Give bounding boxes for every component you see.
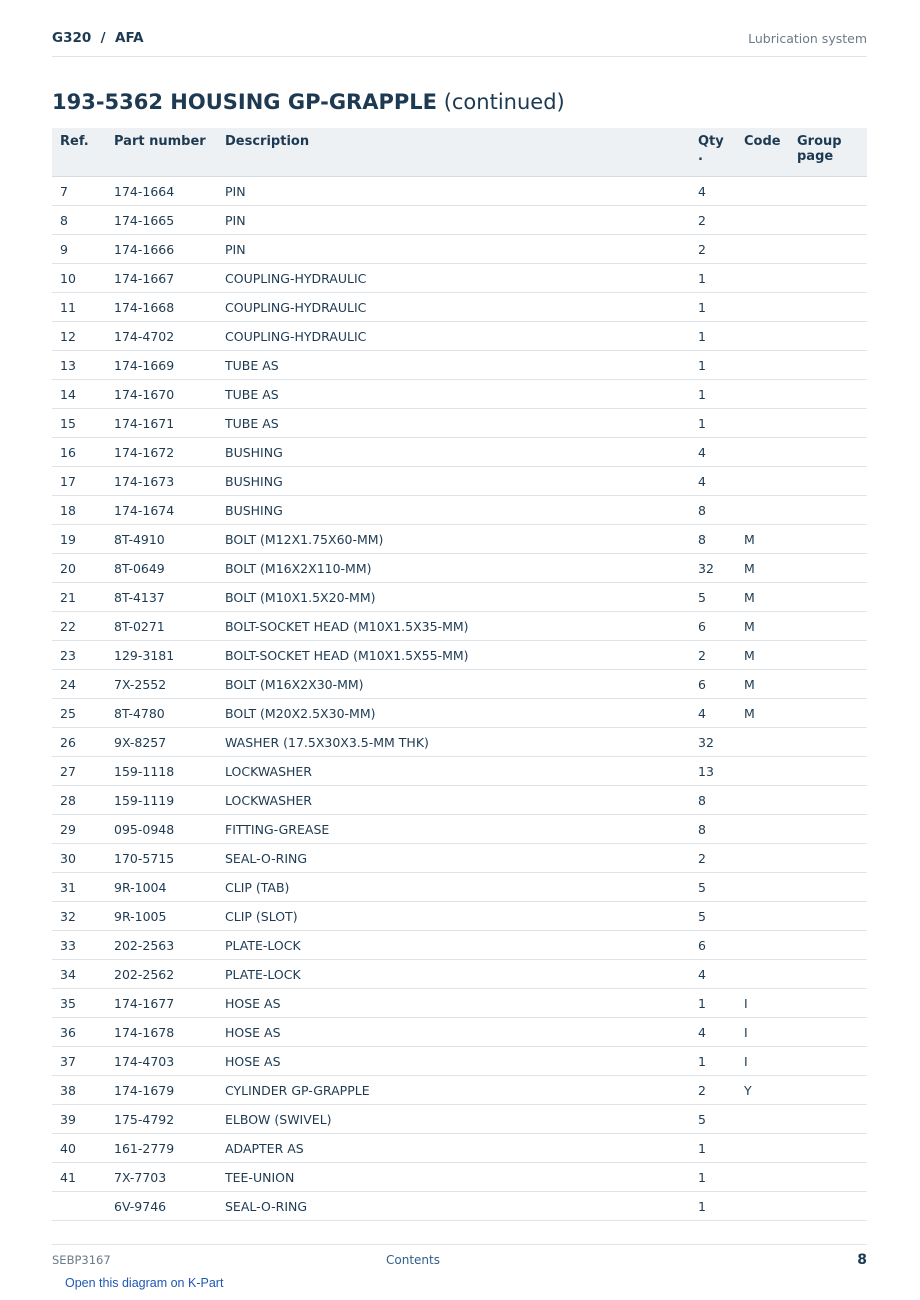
cell-group-page <box>789 989 867 1018</box>
cell-description: BOLT (M16X2X110-MM) <box>217 554 690 583</box>
cell-description: BOLT-SOCKET HEAD (M10X1.5X55-MM) <box>217 641 690 670</box>
cell-description: COUPLING-HYDRAULIC <box>217 293 690 322</box>
cell-part-number: 174-1669 <box>106 351 217 380</box>
cell-ref: 38 <box>52 1076 106 1105</box>
cell-part-number: 7X-2552 <box>106 670 217 699</box>
breadcrumb: G320 / AFA <box>52 30 144 46</box>
cell-code <box>736 728 789 757</box>
cell-part-number: 174-1678 <box>106 1018 217 1047</box>
table-row <box>52 989 867 1018</box>
cell-group-page <box>789 1163 867 1192</box>
cell-code <box>736 467 789 496</box>
cell-ref: 14 <box>52 380 106 409</box>
cell-description: BUSHING <box>217 467 690 496</box>
cell-qty: 1 <box>690 409 736 438</box>
cell-part-number: 174-1670 <box>106 380 217 409</box>
cell-code <box>736 177 789 206</box>
title-suffix: (continued) <box>443 90 565 114</box>
cell-code: I <box>736 1047 789 1076</box>
cell-code <box>736 409 789 438</box>
document-id: SEBP3167 <box>52 1253 111 1267</box>
cell-ref: 35 <box>52 989 106 1018</box>
cell-ref: 27 <box>52 757 106 786</box>
cell-part-number: 174-1671 <box>106 409 217 438</box>
parts-table <box>52 128 867 1221</box>
cell-description: BOLT-SOCKET HEAD (M10X1.5X35-MM) <box>217 612 690 641</box>
cell-ref: 17 <box>52 467 106 496</box>
table-row <box>52 931 867 960</box>
cell-part-number: 174-1677 <box>106 989 217 1018</box>
cell-ref: 13 <box>52 351 106 380</box>
cell-qty: 2 <box>690 1076 736 1105</box>
cell-group-page <box>789 1047 867 1076</box>
cell-part-number: 174-1666 <box>106 235 217 264</box>
cell-part-number: 174-4702 <box>106 322 217 351</box>
cell-group-page <box>789 235 867 264</box>
cell-part-number: 174-4703 <box>106 1047 217 1076</box>
cell-ref: 40 <box>52 1134 106 1163</box>
table-row <box>52 1163 867 1192</box>
cell-part-number: 8T-4910 <box>106 525 217 554</box>
cell-part-number: 174-1672 <box>106 438 217 467</box>
cell-code: Y <box>736 1076 789 1105</box>
footer-divider <box>52 1244 867 1245</box>
cell-part-number: 174-1668 <box>106 293 217 322</box>
cell-ref: 31 <box>52 873 106 902</box>
cell-ref: 15 <box>52 409 106 438</box>
table-row <box>52 264 867 293</box>
cell-part-number: 202-2563 <box>106 931 217 960</box>
cell-qty: 6 <box>690 931 736 960</box>
cell-qty: 5 <box>690 583 736 612</box>
table-row <box>52 902 867 931</box>
cell-ref: 20 <box>52 554 106 583</box>
cell-code <box>736 1163 789 1192</box>
cell-qty: 4 <box>690 960 736 989</box>
cell-qty: 8 <box>690 815 736 844</box>
cell-ref: 28 <box>52 786 106 815</box>
table-row <box>52 554 867 583</box>
cell-ref: 25 <box>52 699 106 728</box>
table-row <box>52 728 867 757</box>
cell-qty: 1 <box>690 351 736 380</box>
cell-code <box>736 786 789 815</box>
cell-qty: 32 <box>690 728 736 757</box>
table-row <box>52 351 867 380</box>
table-row <box>52 1047 867 1076</box>
cell-code: M <box>736 583 789 612</box>
cell-group-page <box>789 1076 867 1105</box>
cell-ref: 32 <box>52 902 106 931</box>
cell-group-page <box>789 496 867 525</box>
cell-ref: 10 <box>52 264 106 293</box>
contents-link[interactable]: Contents <box>386 1253 440 1267</box>
cell-group-page <box>789 1105 867 1134</box>
table-row <box>52 699 867 728</box>
cell-qty: 1 <box>690 264 736 293</box>
cell-group-page <box>789 786 867 815</box>
cell-qty: 32 <box>690 554 736 583</box>
cell-part-number: 8T-0649 <box>106 554 217 583</box>
cell-code <box>736 264 789 293</box>
cell-description: CLIP (TAB) <box>217 873 690 902</box>
cell-group-page <box>789 670 867 699</box>
cell-group-page <box>789 844 867 873</box>
table-header-row <box>52 128 867 177</box>
table-row <box>52 960 867 989</box>
table-row <box>52 380 867 409</box>
table-row <box>52 815 867 844</box>
cell-group-page <box>789 351 867 380</box>
cell-part-number: 170-5715 <box>106 844 217 873</box>
cell-part-number: 9R-1004 <box>106 873 217 902</box>
cell-ref: 19 <box>52 525 106 554</box>
cell-description: BOLT (M20X2.5X30-MM) <box>217 699 690 728</box>
cell-description: BUSHING <box>217 438 690 467</box>
cell-qty: 8 <box>690 525 736 554</box>
cell-qty: 6 <box>690 670 736 699</box>
table-row <box>52 1018 867 1047</box>
cell-description: TUBE AS <box>217 351 690 380</box>
open-in-kpart-link[interactable]: Open this diagram on K-Part <box>65 1276 224 1290</box>
cell-description: LOCKWASHER <box>217 757 690 786</box>
table-row <box>52 438 867 467</box>
cell-part-number: 202-2562 <box>106 960 217 989</box>
cell-part-number: 8T-0271 <box>106 612 217 641</box>
cell-group-page <box>789 583 867 612</box>
table-row <box>52 873 867 902</box>
cell-description: HOSE AS <box>217 989 690 1018</box>
table-row <box>52 1134 867 1163</box>
cell-code <box>736 380 789 409</box>
cell-qty: 5 <box>690 873 736 902</box>
cell-part-number: 161-2779 <box>106 1134 217 1163</box>
table-row <box>52 844 867 873</box>
table-row <box>52 1192 867 1221</box>
table-row <box>52 1076 867 1105</box>
cell-ref: 7 <box>52 177 106 206</box>
cell-part-number: 174-1664 <box>106 177 217 206</box>
column-header-qty <box>690 128 736 177</box>
table-row <box>52 496 867 525</box>
cell-description: BOLT (M12X1.75X60-MM) <box>217 525 690 554</box>
cell-qty: 1 <box>690 293 736 322</box>
cell-group-page <box>789 467 867 496</box>
cell-code: M <box>736 612 789 641</box>
cell-qty: 2 <box>690 206 736 235</box>
cell-ref: 34 <box>52 960 106 989</box>
cell-group-page <box>789 293 867 322</box>
cell-description: WASHER (17.5X30X3.5-MM THK) <box>217 728 690 757</box>
cell-qty: 1 <box>690 1047 736 1076</box>
cell-description: BOLT (M16X2X30-MM) <box>217 670 690 699</box>
cell-description: SEAL-O-RING <box>217 1192 690 1221</box>
cell-part-number: 129-3181 <box>106 641 217 670</box>
cell-qty: 2 <box>690 641 736 670</box>
cell-group-page <box>789 641 867 670</box>
table-row <box>52 583 867 612</box>
table-row <box>52 322 867 351</box>
cell-code: M <box>736 699 789 728</box>
cell-part-number: 9X-8257 <box>106 728 217 757</box>
column-header-part-number: Part number <box>106 128 217 177</box>
cell-code <box>736 931 789 960</box>
cell-qty: 8 <box>690 496 736 525</box>
cell-part-number: 7X-7703 <box>106 1163 217 1192</box>
cell-qty: 4 <box>690 177 736 206</box>
qty-header-line2: . <box>698 149 703 164</box>
cell-code <box>736 235 789 264</box>
cell-group-page <box>789 728 867 757</box>
cell-code <box>736 902 789 931</box>
cell-code <box>736 438 789 467</box>
cell-group-page <box>789 409 867 438</box>
cell-code <box>736 1192 789 1221</box>
qty-header-line1: Qty <box>698 134 724 149</box>
table-row <box>52 1105 867 1134</box>
cell-part-number: 174-1673 <box>106 467 217 496</box>
cell-ref: 16 <box>52 438 106 467</box>
cell-part-number: 9R-1005 <box>106 902 217 931</box>
cell-code <box>736 322 789 351</box>
cell-qty: 6 <box>690 612 736 641</box>
cell-ref: 26 <box>52 728 106 757</box>
cell-code: M <box>736 554 789 583</box>
cell-description: COUPLING-HYDRAULIC <box>217 264 690 293</box>
table-row <box>52 670 867 699</box>
cell-description: HOSE AS <box>217 1047 690 1076</box>
cell-qty: 5 <box>690 1105 736 1134</box>
cell-qty: 1 <box>690 322 736 351</box>
cell-part-number: 8T-4137 <box>106 583 217 612</box>
cell-part-number: 6V-9746 <box>106 1192 217 1221</box>
cell-code <box>736 815 789 844</box>
cell-description: COUPLING-HYDRAULIC <box>217 322 690 351</box>
table-row <box>52 235 867 264</box>
cell-code <box>736 960 789 989</box>
cell-description: PIN <box>217 177 690 206</box>
cell-group-page <box>789 264 867 293</box>
cell-description: CYLINDER GP-GRAPPLE <box>217 1076 690 1105</box>
cell-ref: 33 <box>52 931 106 960</box>
cell-qty: 1 <box>690 380 736 409</box>
column-header-code: Code <box>736 128 789 177</box>
group-header-line1: Group <box>797 134 842 149</box>
cell-ref: 18 <box>52 496 106 525</box>
cell-group-page <box>789 525 867 554</box>
cell-ref: 24 <box>52 670 106 699</box>
cell-description: BOLT (M10X1.5X20-MM) <box>217 583 690 612</box>
cell-ref: 36 <box>52 1018 106 1047</box>
cell-ref <box>52 1192 106 1221</box>
cell-group-page <box>789 438 867 467</box>
cell-ref: 41 <box>52 1163 106 1192</box>
cell-group-page <box>789 815 867 844</box>
cell-ref: 30 <box>52 844 106 873</box>
cell-code <box>736 1134 789 1163</box>
cell-group-page <box>789 757 867 786</box>
section-name: Lubrication system <box>748 31 867 46</box>
cell-description: TEE-UNION <box>217 1163 690 1192</box>
cell-group-page <box>789 902 867 931</box>
cell-code <box>736 873 789 902</box>
cell-description: ADAPTER AS <box>217 1134 690 1163</box>
cell-code: M <box>736 670 789 699</box>
cell-ref: 21 <box>52 583 106 612</box>
cell-part-number: 174-1667 <box>106 264 217 293</box>
cell-qty: 13 <box>690 757 736 786</box>
cell-code: I <box>736 1018 789 1047</box>
column-header-description: Description <box>217 128 690 177</box>
cell-ref: 37 <box>52 1047 106 1076</box>
cell-part-number: 095-0948 <box>106 815 217 844</box>
cell-qty: 1 <box>690 1134 736 1163</box>
cell-group-page <box>789 873 867 902</box>
cell-group-page <box>789 1018 867 1047</box>
cell-group-page <box>789 1192 867 1221</box>
cell-qty: 5 <box>690 902 736 931</box>
cell-code: M <box>736 641 789 670</box>
cell-group-page <box>789 322 867 351</box>
cell-qty: 4 <box>690 1018 736 1047</box>
cell-qty: 4 <box>690 438 736 467</box>
cell-code: I <box>736 989 789 1018</box>
cell-description: PIN <box>217 235 690 264</box>
cell-part-number: 175-4792 <box>106 1105 217 1134</box>
table-row <box>52 293 867 322</box>
cell-group-page <box>789 554 867 583</box>
cell-code <box>736 293 789 322</box>
cell-part-number: 174-1679 <box>106 1076 217 1105</box>
cell-part-number: 8T-4780 <box>106 699 217 728</box>
column-header-group-page <box>789 128 867 177</box>
cell-description: FITTING-GREASE <box>217 815 690 844</box>
cell-qty: 1 <box>690 1163 736 1192</box>
cell-code <box>736 351 789 380</box>
table-row <box>52 206 867 235</box>
cell-qty: 8 <box>690 786 736 815</box>
cell-code: M <box>736 525 789 554</box>
cell-qty: 1 <box>690 1192 736 1221</box>
cell-description: TUBE AS <box>217 409 690 438</box>
cell-description: ELBOW (SWIVEL) <box>217 1105 690 1134</box>
table-row <box>52 409 867 438</box>
cell-description: PLATE-LOCK <box>217 960 690 989</box>
cell-qty: 4 <box>690 467 736 496</box>
title-main: 193-5362 HOUSING GP-GRAPPLE <box>52 90 437 114</box>
cell-group-page <box>789 177 867 206</box>
cell-ref: 23 <box>52 641 106 670</box>
cell-ref: 29 <box>52 815 106 844</box>
page-header <box>52 28 867 57</box>
cell-qty: 1 <box>690 989 736 1018</box>
cell-group-page <box>789 612 867 641</box>
cell-code <box>736 206 789 235</box>
cell-ref: 12 <box>52 322 106 351</box>
cell-part-number: 159-1119 <box>106 786 217 815</box>
cell-ref: 9 <box>52 235 106 264</box>
cell-ref: 22 <box>52 612 106 641</box>
cell-group-page <box>789 206 867 235</box>
cell-group-page <box>789 1134 867 1163</box>
page-number: 8 <box>857 1252 867 1268</box>
cell-description: HOSE AS <box>217 1018 690 1047</box>
table-row <box>52 641 867 670</box>
column-header-ref: Ref. <box>52 128 106 177</box>
cell-description: SEAL-O-RING <box>217 844 690 873</box>
cell-part-number: 174-1674 <box>106 496 217 525</box>
table-row <box>52 467 867 496</box>
cell-part-number: 159-1118 <box>106 757 217 786</box>
cell-group-page <box>789 699 867 728</box>
table-row <box>52 612 867 641</box>
cell-group-page <box>789 960 867 989</box>
cell-description: PLATE-LOCK <box>217 931 690 960</box>
page-title <box>52 90 565 114</box>
table-body <box>52 177 867 1221</box>
cell-description: LOCKWASHER <box>217 786 690 815</box>
table-row <box>52 757 867 786</box>
cell-description: CLIP (SLOT) <box>217 902 690 931</box>
group-header-line2: page <box>797 149 834 164</box>
cell-code <box>736 496 789 525</box>
cell-ref: 11 <box>52 293 106 322</box>
cell-code <box>736 1105 789 1134</box>
cell-qty: 4 <box>690 699 736 728</box>
cell-group-page <box>789 931 867 960</box>
cell-part-number: 174-1665 <box>106 206 217 235</box>
table-row <box>52 177 867 206</box>
cell-description: TUBE AS <box>217 380 690 409</box>
cell-group-page <box>789 380 867 409</box>
cell-ref: 39 <box>52 1105 106 1134</box>
cell-ref: 8 <box>52 206 106 235</box>
cell-description: PIN <box>217 206 690 235</box>
cell-qty: 2 <box>690 844 736 873</box>
cell-code <box>736 844 789 873</box>
cell-qty: 2 <box>690 235 736 264</box>
cell-code <box>736 757 789 786</box>
cell-description: BUSHING <box>217 496 690 525</box>
table-row <box>52 525 867 554</box>
table-row <box>52 786 867 815</box>
